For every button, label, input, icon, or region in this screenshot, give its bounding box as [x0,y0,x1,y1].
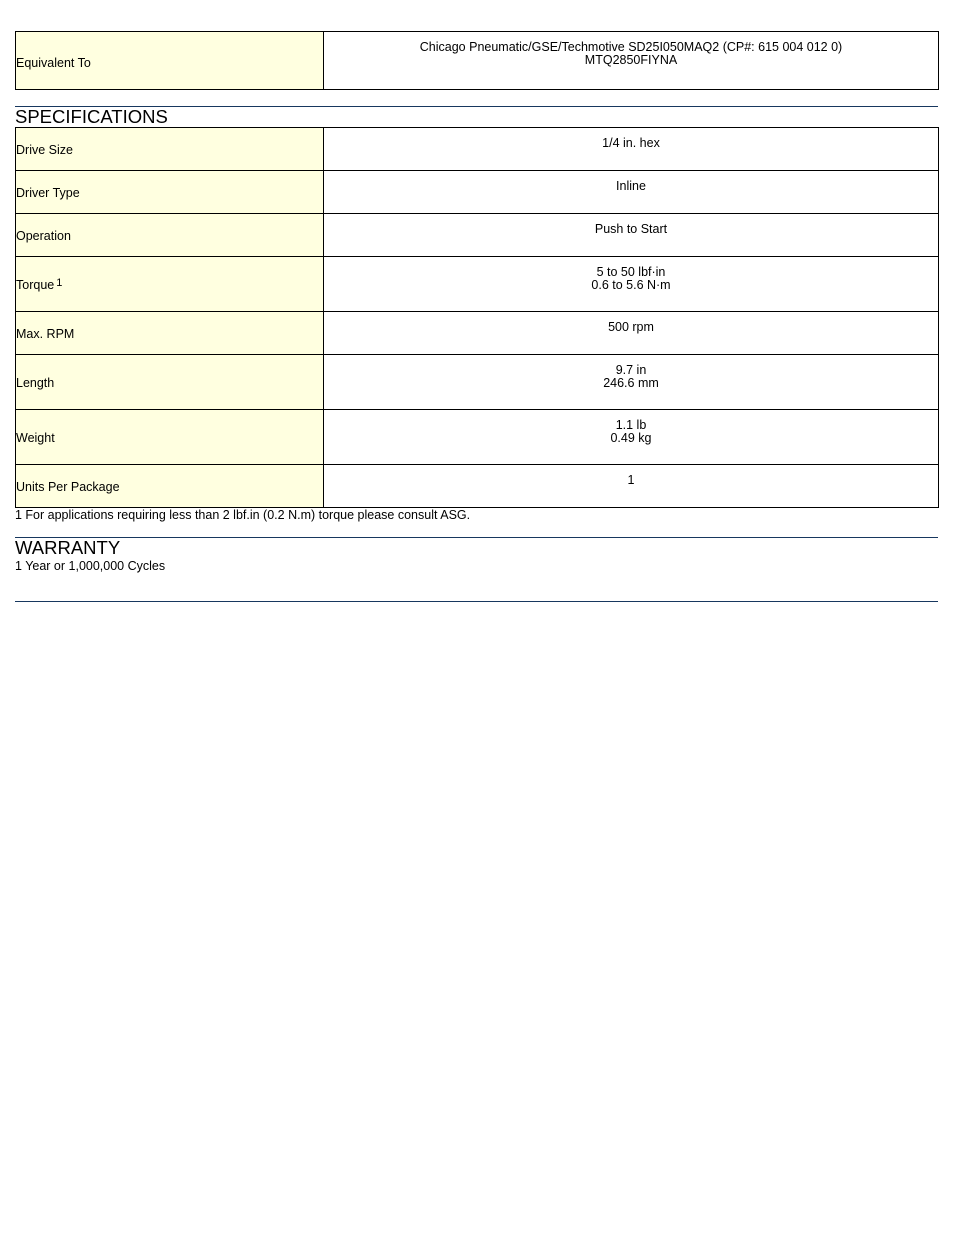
equivalent-value [324,32,939,90]
equivalent-line-2: MTQ2850FIYNA [584,52,678,67]
spec-label: Length [16,355,324,410]
spec-value: 1.1 lb 0.49 kg [324,410,939,465]
spec-label: Operation [16,214,324,257]
spec-value: 5 to 50 lbf·in 0.6 to 5.6 N·m [324,257,939,312]
specifications-table [15,127,939,508]
spec-row-weight [16,410,939,465]
spec-value: 9.7 in 246.6 mm [324,355,939,410]
spec-row-length [16,355,939,410]
equivalent-table [15,31,939,90]
product-spec-page [15,31,939,602]
spec-label: Torque $^1$ [16,257,324,312]
spec-value: Push to Start [324,214,939,257]
equivalent-line-1: Chicago Pneumatic/GSE/Techmotive SD25I050MAQ2 (CP#: 615 004 012 0) [419,40,843,54]
spec-label: Drive Size [16,128,324,171]
footnote-marker: 1 [56,277,63,289]
torque-footnote: 1 For applications requiring less than 2 lbf.in (0.2 N.m) torque please consult ASG. [15,508,471,522]
spec-label: Max. RPM [16,312,324,355]
warranty-text: 1 Year or 1,000,000 Cycles [15,559,166,573]
spec-row-drive-size [16,128,939,171]
spec-value: 1/4 in. hex [324,128,939,171]
spec-value: 500 rpm [324,312,939,355]
spec-value: 1 [324,465,939,508]
spec-row-torque [16,257,939,312]
spec-row-units-per-package [16,465,939,508]
specifications-heading: SPECIFICATIONS [15,106,168,127]
spec-row-max-rpm [16,312,939,355]
equivalent-row [16,32,939,90]
section-divider [15,601,938,602]
spec-row-driver-type [16,171,939,214]
spec-label: Units Per Package [16,465,324,508]
spec-row-operation [16,214,939,257]
spec-label: Weight [16,410,324,465]
spec-label: Driver Type [16,171,324,214]
equivalent-label: Equivalent To [16,32,324,90]
warranty-heading: WARRANTY [15,537,121,558]
spec-value: Inline [324,171,939,214]
